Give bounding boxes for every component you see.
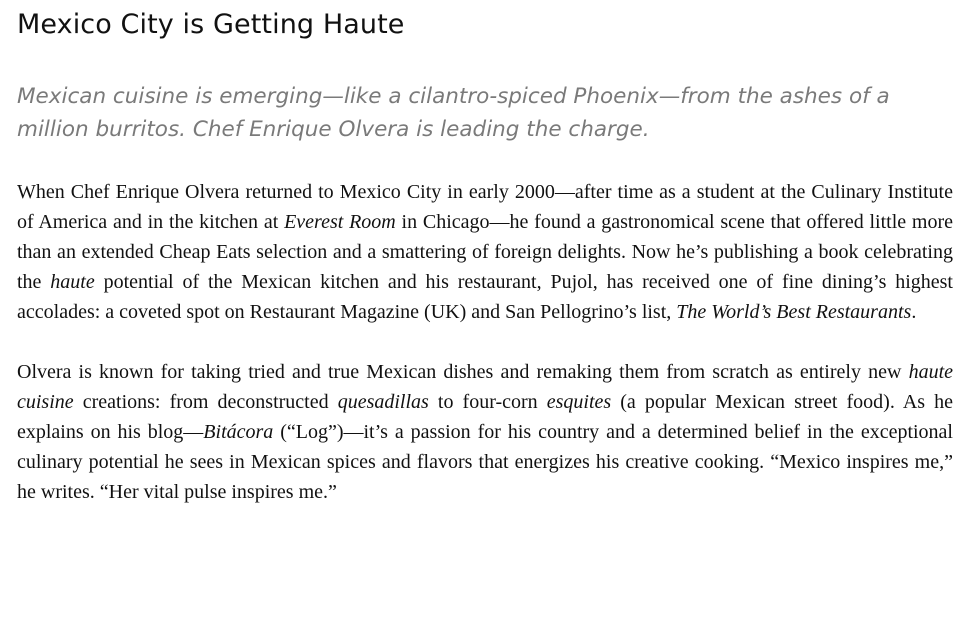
text-run: potential of the Mexican kitchen and his restaurant, Pujol, has received one of fine dining’s highest accolades: a coveted spot on Restaurant Magazine (UK) and San Pellogrino’s list, [17, 271, 953, 323]
text-run: . [911, 301, 917, 323]
body-paragraph-1 [17, 177, 953, 327]
text-run: When Chef Enrique Olvera returned to Mexico City in early 2000—after time as a student at the Culinary Institute of America and in the kitchen at [17, 181, 953, 233]
text-run: (“Log”)—it’s a passion for his country and a determined belief in the exceptional culinary potential he sees in Mexican spices and flavors that energizes his creative cooking. “Mexico inspires me,” he writes. “Her vital pulse inspires me.” [17, 421, 953, 503]
text-run: Olvera is known for taking tried and true Mexican dishes and remaking them from scratch as entirely new [17, 361, 909, 383]
text-run: to four-corn [428, 391, 547, 413]
article-title: Mexico City is Getting Haute [17, 9, 405, 40]
italic-text-run: Everest Room [284, 211, 396, 233]
text-run: creations: from deconstructed [73, 391, 338, 413]
italic-text-run: The World’s Best Restaurants [676, 301, 912, 323]
text-run: (a popular Mexican street food). As he explains on his blog— [17, 391, 954, 443]
italic-text-run: quesadillas [337, 391, 429, 413]
article-dek: Mexican cuisine is emerging—like a cilantro-spiced Phoenix—from the ashes of a million burritos. Chef Enrique Olvera is leading the charge. [17, 84, 890, 142]
article [17, 0, 953, 507]
italic-text-run: haute [50, 271, 95, 293]
italic-text-run: esquites [546, 391, 612, 413]
body-paragraph-2 [17, 357, 953, 507]
italic-text-run: Bitácora [203, 421, 274, 443]
italic-text-run: haute cuisine [17, 361, 953, 413]
text-run: in Chicago—he found a gastronomical scene that offered little more than an extended Cheap Eats selection and a smattering of foreign delights. Now he’s publishing a book celebrating the [17, 211, 954, 293]
